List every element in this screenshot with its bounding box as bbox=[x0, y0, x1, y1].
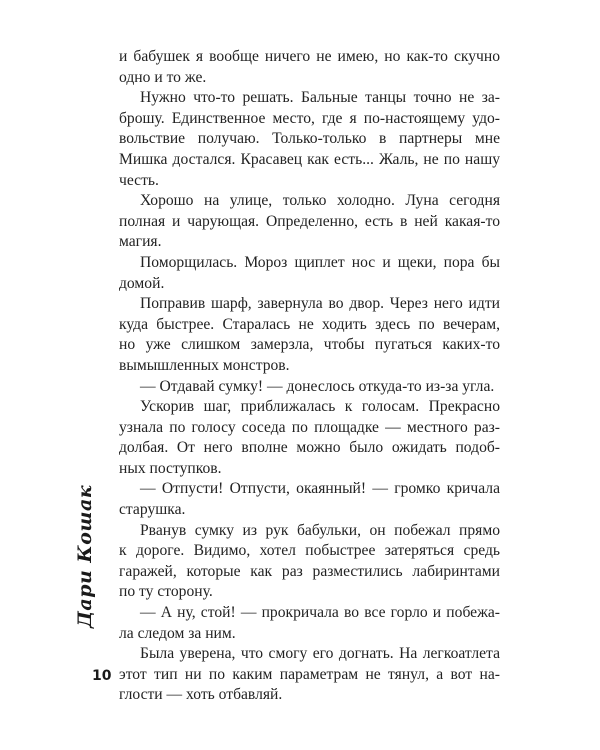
text-line: — А ну, стой! — прокричала во все горло и побежа- bbox=[140, 604, 500, 622]
text-line: ных поступков. bbox=[119, 459, 222, 477]
text-line: магия. bbox=[119, 233, 162, 251]
text-line: старушка. bbox=[119, 501, 186, 519]
text-line: Поправив шарф, завернула во двор. Через него идти bbox=[140, 295, 500, 313]
text-line: Была уверена, что смогу его догнать. На легкоатлета bbox=[140, 645, 500, 663]
text-line: одно и то же. bbox=[119, 68, 207, 86]
page-body-text bbox=[119, 47, 500, 706]
text-line: Ускорив шаг, приближалась к голосам. Прекрасно bbox=[140, 398, 500, 416]
text-line: Рванув сумку из рук бабульки, он побежал прямо bbox=[140, 521, 500, 539]
text-line: полная и чарующая. Определенно, есть в ней какая-то bbox=[119, 212, 500, 230]
text-line: Поморщилась. Мороз щиплет нос и щеки, пора бы bbox=[140, 253, 500, 271]
text-line: вольствие получаю. Только-только в партнеры мне bbox=[119, 130, 500, 148]
text-line: этот тип ни по каким параметрам не тянул, а вот на- bbox=[119, 665, 500, 683]
text-line: Хорошо на улице, только холодно. Луна сегодня bbox=[140, 192, 500, 210]
text-line: честь. bbox=[119, 171, 159, 189]
text-line: — Отдавай сумку! — донеслось откуда-то из-за угла. bbox=[140, 377, 495, 395]
text-line: домой. bbox=[119, 274, 165, 292]
page-number: 10 bbox=[92, 668, 112, 684]
text-line: по ту сторону. bbox=[119, 583, 213, 601]
text-line: узнала по голосу соседа по площадке — местного раз- bbox=[119, 418, 500, 436]
text-line: — Отпусти! Отпусти, окаянный! — громко кричала bbox=[140, 480, 500, 498]
text-line: долбая. От него вполне можно было ожидать подоб- bbox=[119, 439, 500, 457]
text-line: Нужно что-то решать. Бальные танцы точно не за- bbox=[140, 89, 500, 107]
text-line: глости — хоть отбавляй. bbox=[119, 686, 283, 704]
text-line: к дороге. Видимо, хотел побыстрее затеряться средь bbox=[119, 542, 500, 560]
text-line: и бабушек я вообще ничего не имею, но как-то скучно bbox=[119, 48, 500, 65]
text-line: куда быстрее. Старалась не ходить здесь по вечерам, bbox=[119, 315, 500, 333]
text-line: вымышленных монстров. bbox=[119, 356, 290, 374]
text-line: ла следом за ним. bbox=[119, 624, 236, 642]
author-name-vertical: Дари Кошак bbox=[74, 484, 96, 628]
text-line: но уже слишком замерзла, чтобы пугаться каких-то bbox=[119, 336, 500, 354]
text-line: брошу. Единственное место, где я по-настоящему удо- bbox=[119, 109, 500, 127]
text-line: гаражей, которые как раз разместились лабиринтами bbox=[119, 562, 500, 580]
text-line: Мишка достался. Красавец как есть... Жаль, не по нашу bbox=[119, 150, 500, 168]
